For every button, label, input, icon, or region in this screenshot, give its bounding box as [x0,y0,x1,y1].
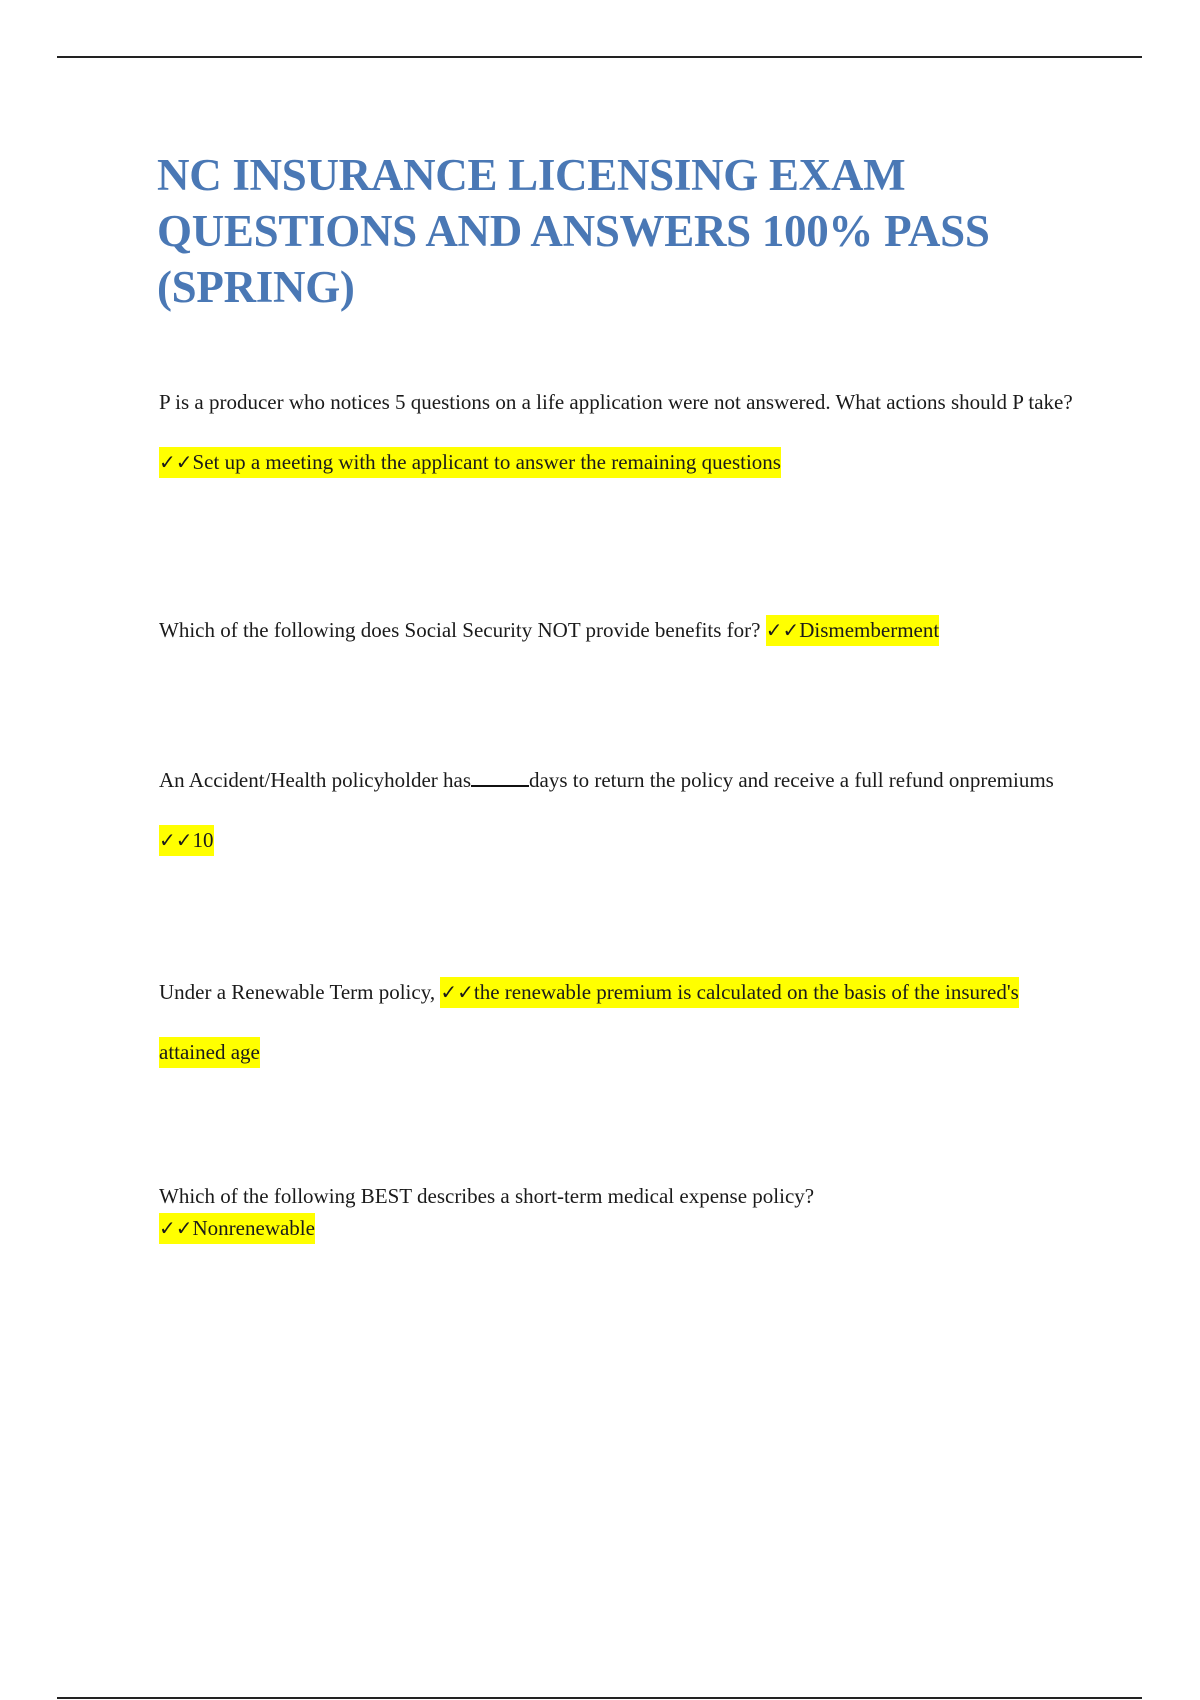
document-title: NC INSURANCE LICENSING EXAM QUESTIONS AND ANSWERS 100% PASS (SPRING) [157,150,990,312]
question-text: P is a producer who notices 5 questions on a life application were not answered. What actions should P take? [159,390,1073,414]
question-text-part2: days to return the policy and receive a full refund onpremiums [529,768,1054,792]
double-check-icon: ✓✓ [159,1216,193,1240]
double-check-icon: ✓✓ [159,828,193,852]
fill-in-blank [471,771,529,787]
qa-item-4 [159,962,1079,1082]
answer-highlight [766,615,939,646]
question-text: Which of the following does Social Security NOT provide benefits for? [159,618,761,642]
answer-text: 10 [192,828,214,852]
answer-text: the renewable premium is calculated on the basis of the insured's attained age [159,980,1019,1064]
double-check-icon: ✓✓ [159,450,193,474]
question-text: Which of the following BEST describes a short-term medical expense policy? [159,1184,815,1208]
answer-highlight [159,447,781,478]
question-text: Under a Renewable Term policy, [159,980,436,1004]
answer-highlight [159,825,214,856]
header-rule [57,56,1142,58]
question-text-part1: An Accident/Health policyholder has [159,768,471,792]
answer-text: Dismemberment [799,618,940,642]
footer-rule [57,1697,1142,1699]
answer-highlight [159,1213,315,1244]
double-check-icon: ✓✓ [440,980,474,1004]
qa-item-5 [159,1180,1079,1244]
qa-item-3 [159,750,1079,870]
double-check-icon: ✓✓ [765,618,800,642]
answer-text: Set up a meeting with the applicant to answer the remaining questions [192,450,781,474]
qa-item-2 [159,600,1079,660]
answer-text: Nonrenewable [192,1216,315,1240]
qa-item-1 [159,372,1079,492]
